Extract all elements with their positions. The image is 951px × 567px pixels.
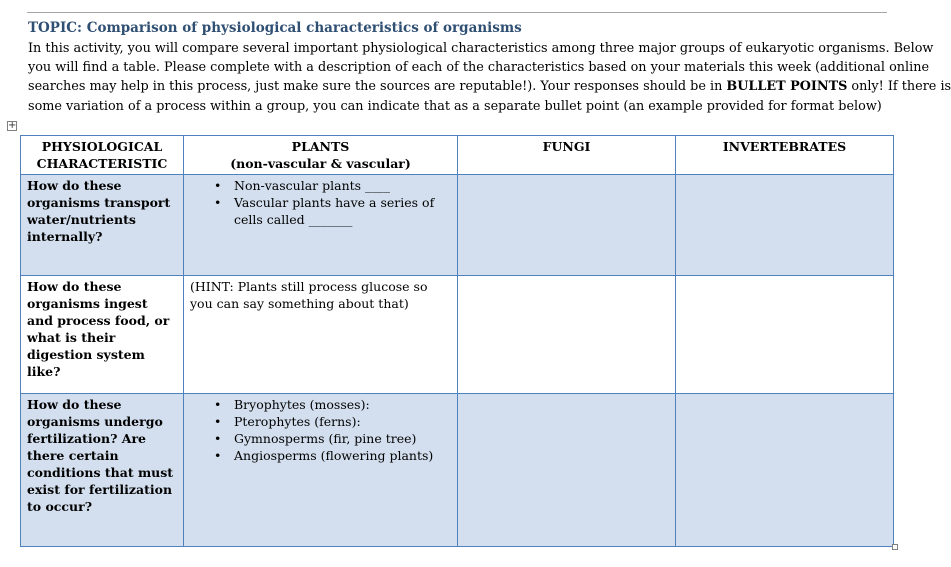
intro-paragraph [28,39,951,116]
header-plants-line1: PLANTS [291,139,350,154]
header-fungi[interactable]: FUNGI [458,136,676,175]
table-row-transport [21,175,894,276]
header-characteristic[interactable] [21,136,184,175]
fungi-cell-transport[interactable] [458,175,676,276]
question-cell-fertilization[interactable]: How do these organisms undergo fertilization? Are there certain conditions that must exist for fertilization to occur? [21,394,184,547]
bullet-item: • Angiosperms (flowering plants) [234,447,451,464]
bullet-item: • Gymnosperms (fir, pine tree) [234,430,451,447]
intro-line-4: some variation of a process within a group, you can indicate that as a separate bullet point (an example provided for format below) [28,98,882,114]
fungi-cell-digestion[interactable] [458,276,676,394]
header-plants[interactable] [184,136,458,175]
intro-line-3-tail: only! If there is [847,79,951,95]
intro-line-3-start: searches may help in this process, just make sure the sources are reputable!). Your responses should be in [28,79,727,95]
question-cell-transport[interactable]: How do these organisms transport water/nutrients internally? [21,175,184,276]
bullet-item: • Non-vascular plants ____ [234,177,451,194]
plants-transport-bullets [190,177,451,228]
plants-hint-text: (HINT: Plants still process glucose so you can say something about that) [190,279,428,311]
bullet-item: • Vascular plants have a series of cells called _______ [234,194,451,228]
header-plants-line2: (non-vascular & vascular) [230,156,411,171]
header-rule [27,12,887,13]
header-characteristic-line2: CHARACTERISTIC [36,156,168,171]
question-cell-digestion[interactable]: How do these organisms ingest and process food, or what is their digestion system like? [21,276,184,394]
topic-heading: TOPIC: Comparison of physiological characteristics of organisms [28,20,522,36]
fungi-cell-fertilization[interactable] [458,394,676,547]
table-move-handle-icon[interactable]: + [8,120,17,131]
table-row-digestion [21,276,894,394]
plants-cell-fertilization[interactable] [184,394,458,547]
bullet-item: • Bryophytes (mosses): [234,396,451,413]
plants-cell-digestion[interactable] [184,276,458,394]
header-invertebrates[interactable]: INVERTEBRATES [676,136,894,175]
plants-fertilization-bullets [190,396,451,464]
intro-line-3 [28,77,951,96]
table-header-row [21,136,894,175]
intro-line-1: In this activity, you will compare several important physiological characteristics among three major groups of eukaryotic organisms. Below [28,41,934,56]
invertebrates-cell-digestion[interactable] [676,276,894,394]
intro-line-2: you will find a table. Please complete with a description of each of the characteristics based on your materials this week (additional online [28,60,930,76]
bullet-item: • Pterophytes (ferns): [234,413,451,430]
plants-cell-transport[interactable] [184,175,458,276]
table-resize-handle[interactable] [892,544,898,550]
invertebrates-cell-fertilization[interactable] [676,394,894,547]
intro-bold-bullet-points: BULLET POINTS [726,79,848,95]
header-characteristic-line1: PHYSIOLOGICAL [41,139,163,154]
comparison-table [20,135,894,547]
table-row-fertilization [21,394,894,547]
invertebrates-cell-transport[interactable] [676,175,894,276]
